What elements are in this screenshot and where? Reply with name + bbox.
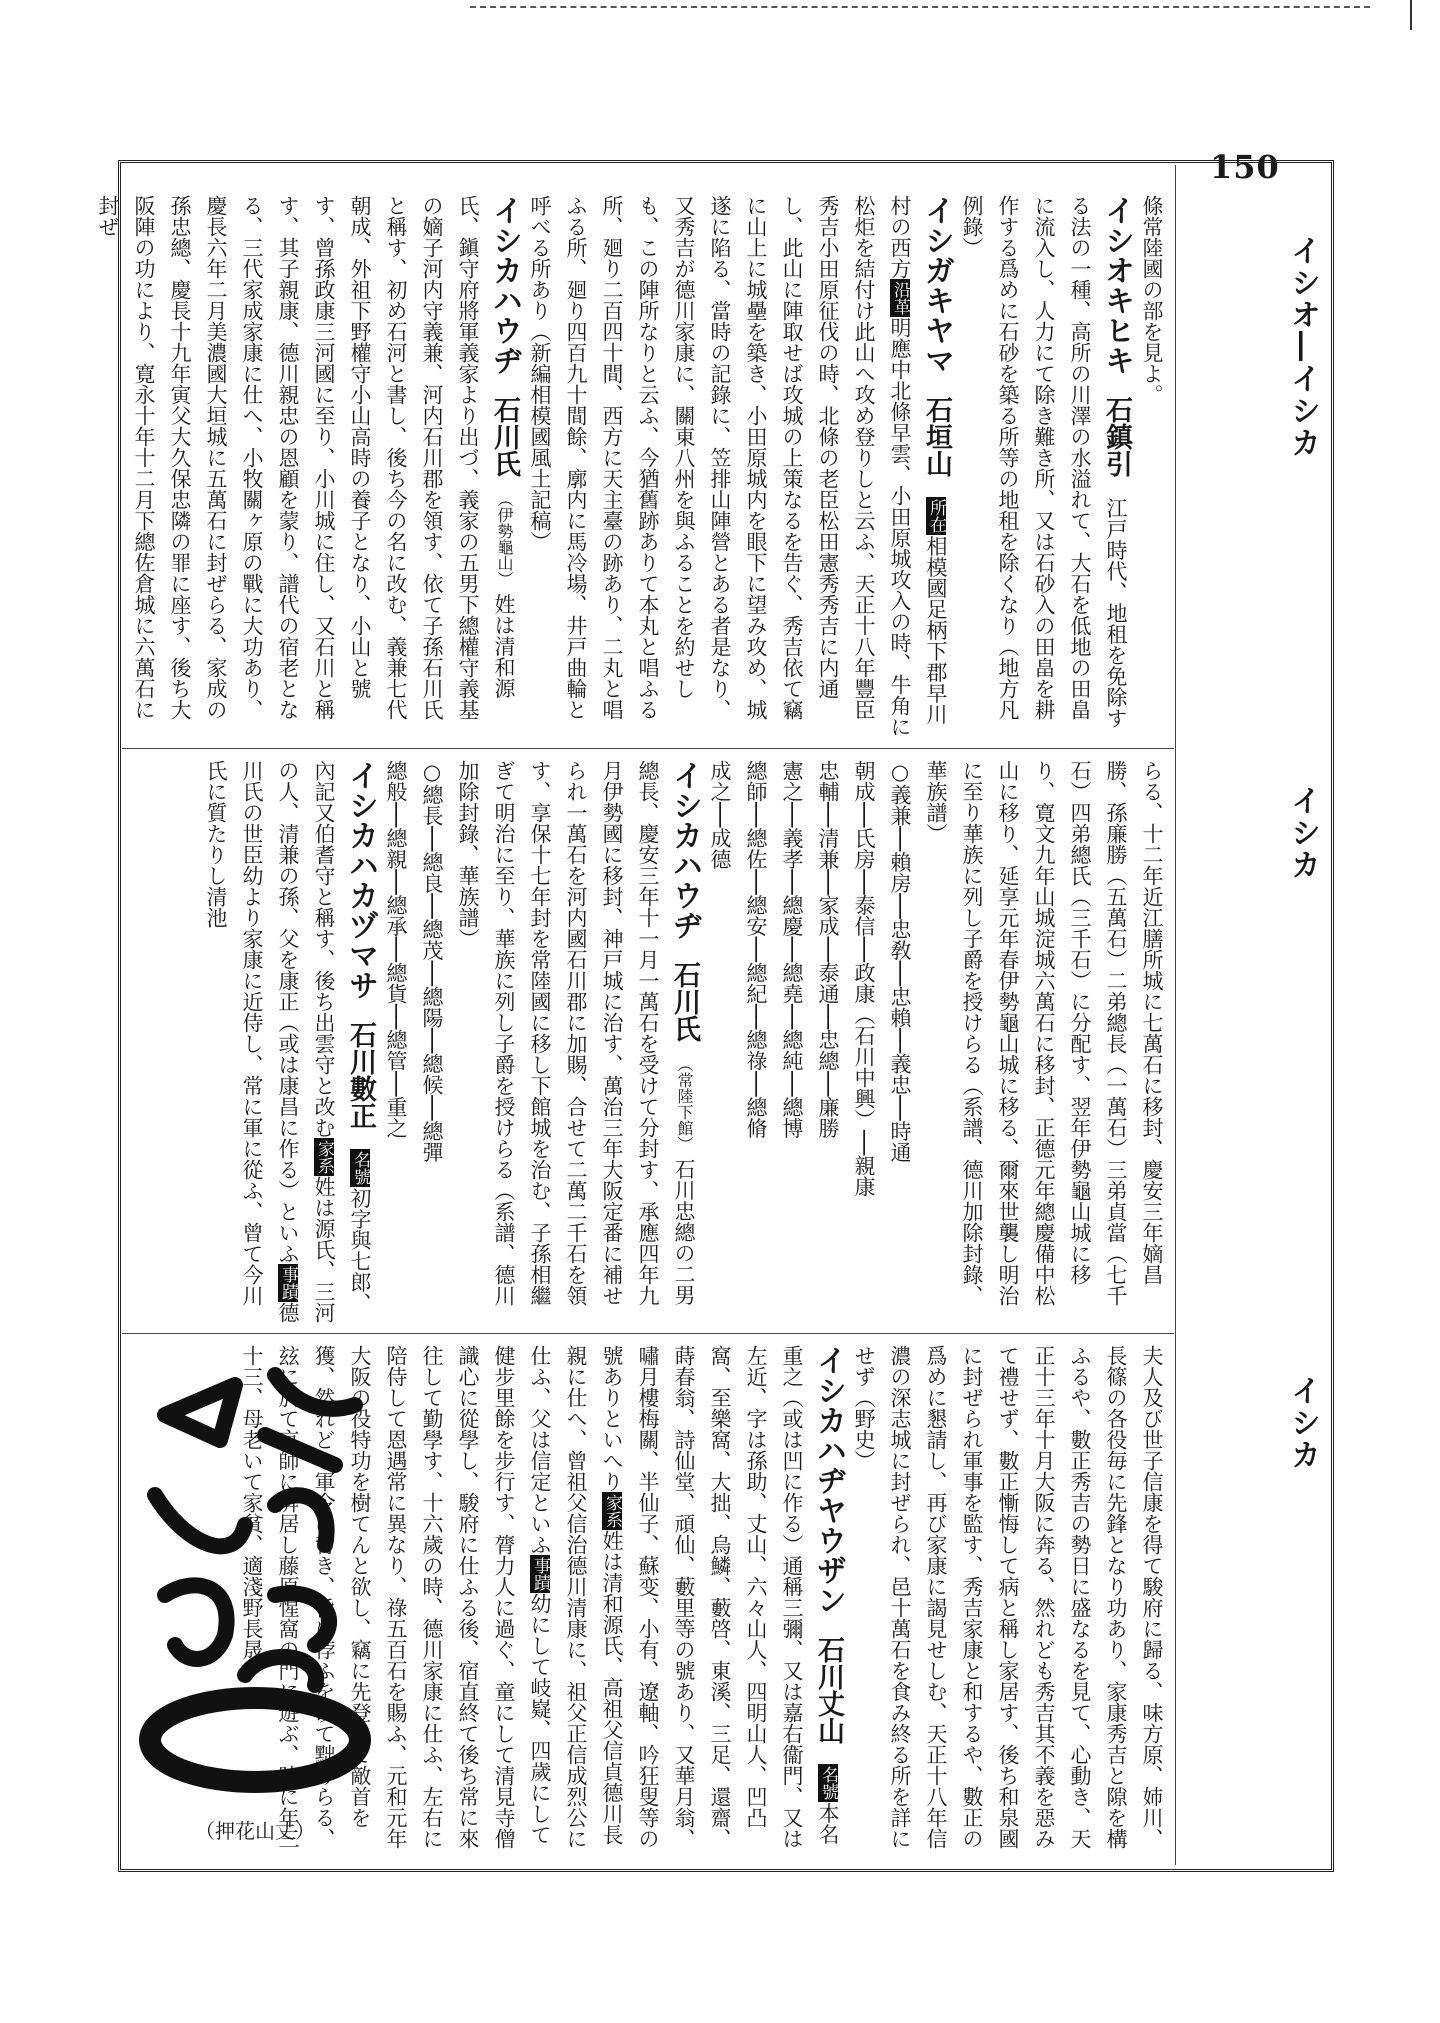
headword-note: （伊勢龜山） <box>495 490 514 587</box>
genealogy-line: ○義兼──賴房──忠敎──忠賴──義忠──時通 <box>888 760 912 1163</box>
entry-ishikawa-uji-shimodate <box>450 760 702 1325</box>
section-tag: 家系 <box>602 1494 622 1528</box>
signature-caption: （押花山丈） <box>195 1819 315 1843</box>
headword-kanji: 石川數正 <box>345 1020 376 1129</box>
section-tag: 事蹟 <box>530 1557 550 1591</box>
top-edge-mark <box>1410 0 1412 30</box>
entry-body: 姓は清和源氏、鎭守府將軍義家より出づ、義家の五男下總權守義基の嫡子河内守義兼、河内石川郡を領す、依て子孫石川氏と稱す、初め石河と書し、後ち今の名に改む、義兼七代朝成、外祖下野權守小山高時の養子となり、小山と號す、曾孫政康三河國に至り、小川城に住し、又石川と稱す、其子親康、德川親忠の恩顧を蒙り、譜代の宿老となる、三代家成家康に仕へ、小牧關ヶ原の戰に大功あり、慶長六年二月美濃國大垣城に五萬石に封ぜらる、家成の孫忠總、慶長十九年寅父大久保忠隣の罪に座す、後ち大阪陣の功により、寛永十年十二月下總佐倉城に六萬石に封ぜ <box>96 195 516 720</box>
headword-kana: イシガキヤマ <box>919 195 954 375</box>
section-tag: 沿革 <box>890 281 910 315</box>
headword-kanji: 石垣山 <box>921 395 952 477</box>
section-tag: 事蹟 <box>278 1266 298 1300</box>
genealogy-line: 朝成──氏房──泰信──政康（石川中興）──親康 <box>852 760 876 1198</box>
headword-kana: イシカハカヅマサ <box>343 760 378 1000</box>
section-tag: 所在 <box>926 499 946 534</box>
entry-body: 初字與七郎、內記又伯耆守と稱す、後ち出雲守と改む <box>312 760 372 1314</box>
headword-kanji: 石川丈山 <box>813 1635 844 1744</box>
section-tag: 家系 <box>314 1140 334 1174</box>
entry-ishiokihiki <box>954 195 1134 740</box>
genealogy-line: 成之──成德 <box>708 760 732 870</box>
entry-body: 本名重之（或は凹に作る）通稱三彌、又は嘉右衞門、又は左近、字は孫助、丈山、六々山人、四明山人、凹凸窩、至樂窩、大拙、烏鱗、藪啓、東溪、三足、還齋、蒔春翁、詩仙堂、頑仙、藪里等の號あり、又華月翁、嘯月樓梅關、半仙子、蘇变、小有、遼軸、吟狂叟等の號ありといへり <box>600 1345 840 1849</box>
tier-1-text <box>96 195 1170 740</box>
entry-body: 明應中北條早雲、小田原城攻入の時、牛角に松炬を結付け此山へ攻め登りしと云ふ、天正十八年豐臣秀吉小田原征伐の時、北條の老臣松田憲秀秀吉に内通し、此山に陣取せば攻城の上策なるを告ぐ、秀吉依て竊に山上に城壘を築き、小田原城内を眼下に望み攻め、城遂に陷る、當時の記錄に、笠排山陣營とある者是なり、又秀吉が德川家康に、關東八州を與ふることを約せしも、この陣所なりと云ふ、今猶舊跡ありて本丸と唱ふる所、廻り二百四十間、西方に天主臺の跡あり、二丸と唱ふる所、廻り四百九十間餘、廓内に馬冷場、井戸曲輪と呼べる所あり（新編相模國風土記稿） <box>528 195 912 737</box>
tier-rule-1 <box>122 748 1174 749</box>
entry-body: 姓は清和源氏、高祖父信貞德川長親に仕へ、曾祖父信治德川清康に、祖父正信成烈公に仕ふ、父は信定といふ <box>528 1345 624 1849</box>
tier-2-text <box>140 760 1170 1325</box>
headword-note: （常陸下館） <box>675 1055 694 1152</box>
continued-text: 條常陸國の部を見よ。 <box>1140 195 1164 405</box>
genealogy-line: 忠輔──清兼──家成──泰通──忠總──廉勝 <box>816 760 840 1139</box>
entry-body: 相模國足柄下郡早川村の西方 <box>888 195 948 725</box>
genealogy-line: 憲之──義孝──總慶──總堯──總純──總博 <box>780 760 804 1139</box>
headword-kana: イシカハウヂ <box>487 195 522 375</box>
entry-ishigakiyama <box>522 195 954 740</box>
entry-body: 石川忠總の二男總長、慶安三年十一月一萬石を受けて分封す、承應四年九月伊勢國に移封、神戸城に治す、萬治三年大阪定番に補せられ一萬石を河内國石川郡に加賜、合せて二萬二千石を領す、享保十七年封を常陸國に移し下館城を治む、子孫相繼ぎて明治に至り、華族に列し子爵を授けらる（系譜、德川加除封錄、華族譜） <box>456 760 696 1306</box>
page-number: 150 <box>1210 148 1280 186</box>
continued-text: 夫人及び世子信康を得て駿府に歸る、味方原、姉川、長篠の各役毎に先鋒となり功あり、家康秀吉と隙を構ふるや、數正秀吉の勢日に盛なるを見て、心動き、天正十三年十月大阪に奔る、然れども秀吉其不義を惡みて禮せず、數正慚悔して病と稱し家居す、後ち和泉國に封ぜられ軍事を監す、秀吉家康と和するや、數正の爲めに懇請し、再び家康に謁見せしむ、天正十八年信濃の深志城に封ぜられ、邑十萬石を食み終る所を詳にせず（野史） <box>852 1345 1164 1849</box>
headword-kanji: 石川氏 <box>489 395 520 477</box>
headword-kana: イシカハウヂ <box>667 760 702 940</box>
headword-kana: イシオキヒキ <box>1099 195 1134 375</box>
headword-kanji: 石鎮引 <box>1101 395 1132 477</box>
section-tag: 名號 <box>350 1151 370 1186</box>
running-head-bottom: イシカ <box>1285 1375 1320 1471</box>
genealogy-line: ○總長──總良──總茂──總陽──總候──總彈 <box>420 760 444 1163</box>
runner-column-rule <box>1175 165 1176 1865</box>
entry-body: 德川氏の世臣幼より家康に近侍し、常に軍に從ふ、曾て今川氏に質たりし清池 <box>204 760 300 1323</box>
headword-kanji: 石川氏 <box>669 960 700 1042</box>
genealogy-line: 總般──總親──總承──總貨──總管──重之 <box>384 760 408 1139</box>
headword-kana: イシカハヂヤウザン <box>811 1345 846 1615</box>
entry-ishikawa-kazumasa <box>198 760 378 1325</box>
entry-body: 幼にして岐嶷、四歲にして健步里餘を步行す、膂力人に過ぐ、童にして清見寺僧識心に從學し、駿府に仕ふる後、宿直終て後ち常に來往して勤學す、十六歲の時、德川家康に仕ふ、左右に陪侍して恩遇常に異なり、祿五百石を賜ふ、元和元年大阪の役特功を樹てんと欲し、竊に先登して敵首を獲、然れども軍令に背き、旨に悖ふを以て黜けらる、玆に於て京師に屛居し藤原惺窩の門に遊ぶ、時に年三十三、母老いて家貧、適淺野長晟 <box>240 1345 552 1849</box>
section-tag: 名號 <box>818 1766 838 1801</box>
running-head-top: イシオ―イシカ <box>1285 235 1320 459</box>
running-head-middle: イシカ <box>1285 785 1320 881</box>
entry-body: 江戸時代、地租を免除する法の一種、高所の川澤の水溢れて、大石を低地の田畠に流入し、人力にて除き難き所、又は石砂入の田畠を耕作する爲めに石砂を築る所等の地租を除くなり（地方凡例錄） <box>960 195 1128 729</box>
continued-text: らる、十二年近江膳所城に七萬石に移封、慶安三年嫡昌勝、孫廉勝（五萬石）二弟總長（一萬石）三弟貞當（七千石）四弟總氏（三千石）に分配す、翌年伊勢龜山城に移り、寛文九年山城淀城六萬石に移封、正德元年總慶備中松山に移り、延享元年春伊勢龜山城に移る、爾來世襲し明治に至り華族に列し子爵を授けらる（系譜、德川加除封錄、華族譜） <box>924 760 1164 1306</box>
entry-body: 姓は源氏、三河の人、清兼の孫、父を康正（或は康昌に作る）といふ <box>276 760 336 1323</box>
genealogy-line: 總師──總佐──總安──總紀──總祿──總脩 <box>744 760 768 1139</box>
kao-drawing <box>125 1345 385 1805</box>
entry-ishikawa-uji-kameyama <box>90 195 522 740</box>
tier-rule-2 <box>122 1333 1174 1334</box>
signature-kao-image <box>125 1345 385 1855</box>
top-dashed-rule <box>470 6 1370 8</box>
